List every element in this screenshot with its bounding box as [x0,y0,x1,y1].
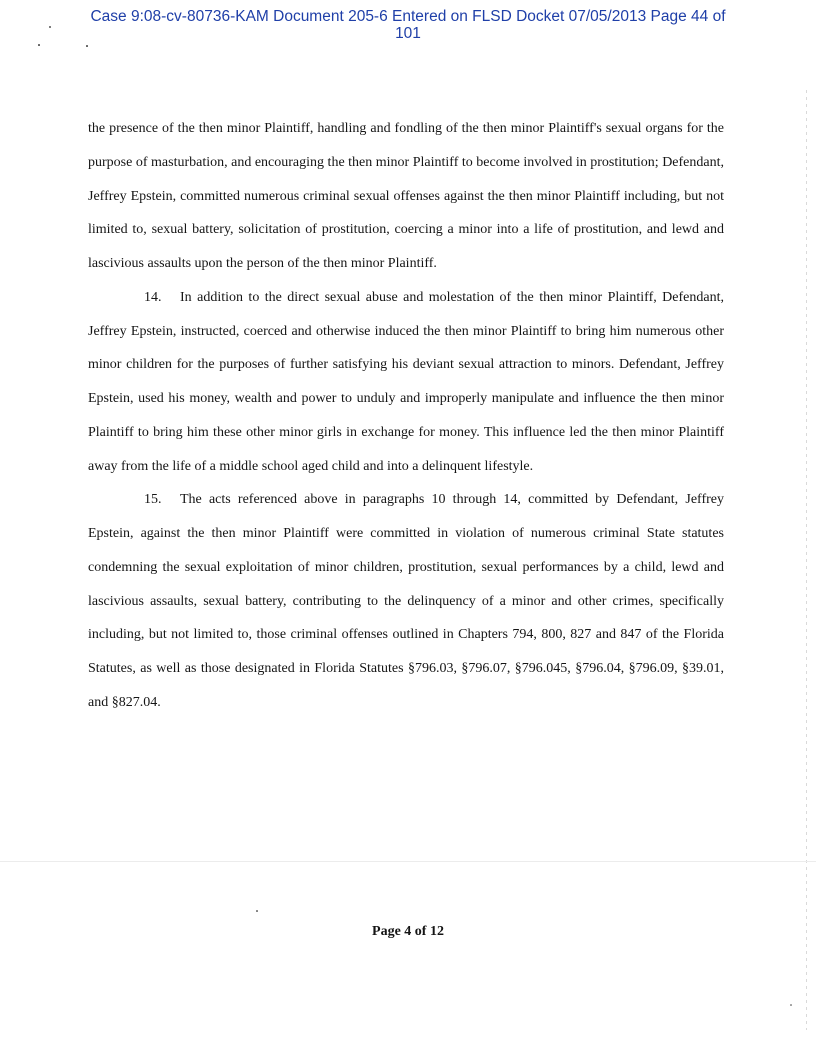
continuation-paragraph: the presence of the then minor Plaintiff, handling and fondling of the then minor Plaintiff's sexual organs for the purpose of masturbation, and encouraging the then minor Plaintiff to become involved in prostitution; Defendant, Jeffrey Epstein, committed numerous criminal sexual offenses against the then minor Plaintiff including, but not limited to, sexual battery, solicitation of prostitution, coercing a minor into a life of prostitution, and lewd and lascivious assaults upon the person of the then minor Plaintiff. [88,121,724,271]
court-filing-header [0,8,816,42]
header-line-1: Case 9:08-cv-80736-KAM Document 205-6 Entered on FLSD Docket 07/05/2013 Page 44 of [90,8,726,25]
scan-speck [38,44,40,46]
header-line-2: 101 [395,25,421,42]
paragraph-number: 14. [144,289,162,305]
document-body [88,112,724,720]
page-divider [0,861,816,862]
paragraph-15 [88,483,724,719]
paragraph-number: 15. [144,492,162,508]
paragraph-text: The acts referenced above in paragraphs 10 through 14, committed by Defendant, Jeffrey Epstein, against the then minor Plaintiff were committed in violation of numerous criminal State statutes condemning the sexual exploitation of minor children, prostitution, sexual performances by a child, lewd and lascivious assaults, sexual battery, contributing to the delinquency of a minor and other crimes, specifically including, but not limited to, those criminal offenses outlined in Chapters 794, 800, 827 and 847 of the Florida Statutes, as well as those designated in Florida Statutes §796.03, §796.07, §796.045, §796.04, §796.09, §39.01, and §827.04. [88,492,724,710]
page-number-footer: Page 4 of 12 [372,924,444,939]
paragraph-14 [88,281,724,484]
scan-speck [790,1004,792,1006]
scan-speck [86,45,88,47]
scan-edge-artifact [806,90,807,1030]
scan-speck [256,910,258,912]
scan-speck [49,26,51,28]
paragraph-text: In addition to the direct sexual abuse and molestation of the then minor Plaintiff, Defendant, Jeffrey Epstein, instructed, coerced and otherwise induced the then minor Plaintiff to bring him numerous other minor children for the purposes of further satisfying his deviant sexual attraction to minors. Defendant, Jeffrey Epstein, used his money, wealth and power to unduly and improperly manipulate and influence the then minor Plaintiff to bring him these other minor girls in exchange for money. This influence led the then minor Plaintiff away from the life of a middle school aged child and into a delinquent lifestyle. [88,289,724,474]
